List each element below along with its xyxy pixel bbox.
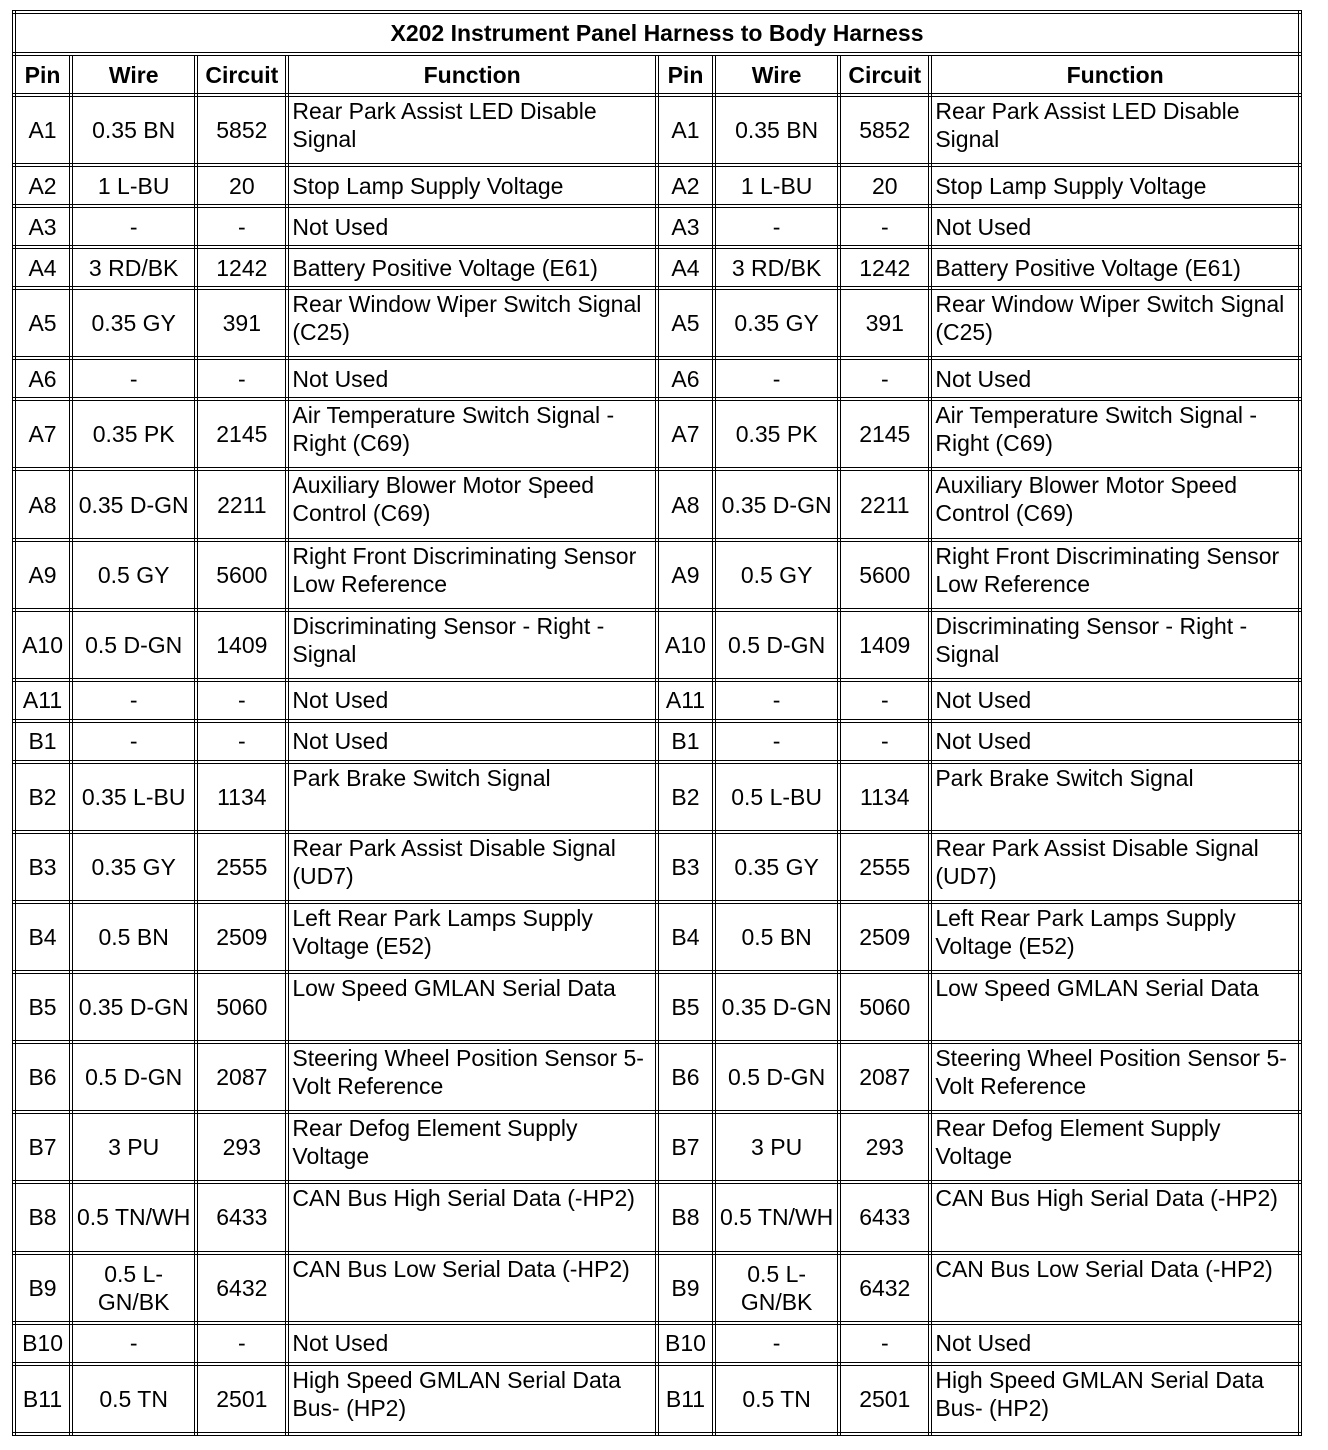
table-row [14,1323,1300,1364]
table-row [14,95,1300,165]
table-row [14,1042,1300,1112]
right-circuit-cell: 5600 [839,540,930,610]
table-body [14,95,1300,1434]
left-pin-cell: B9 [14,1253,71,1323]
left-function-cell: Discriminating Sensor - Right - Signal [287,610,657,680]
left-function-cell: Steering Wheel Position Sensor 5-Volt Reference [287,1042,657,1112]
left-circuit-cell: 1134 [196,762,287,832]
left-wire-cell: 3 PU [71,1112,196,1182]
left-wire-cell: 0.35 PK [71,399,196,469]
left-function-cell: CAN Bus High Serial Data (-HP2) [287,1182,657,1252]
right-circuit-cell: 5852 [839,95,930,165]
left-wire-cell: 1 L-BU [71,165,196,206]
right-wire-cell: 0.5 L-BU [714,762,839,832]
left-pin-cell: B10 [14,1323,71,1364]
left-pin-cell: B1 [14,721,71,762]
header-pin: Pin [657,54,714,95]
right-wire-cell: 0.5 D-GN [714,1042,839,1112]
left-circuit-cell: 2501 [196,1364,287,1434]
left-function-cell: Not Used [287,206,657,247]
left-circuit-cell: 5060 [196,972,287,1042]
left-pin-cell: B11 [14,1364,71,1434]
right-pin-cell: B7 [657,1112,714,1182]
left-pin-cell: B5 [14,972,71,1042]
right-circuit-cell: 2211 [839,469,930,539]
right-function-cell: Rear Window Wiper Switch Signal (C25) [930,288,1300,358]
table-row [14,1182,1300,1252]
right-pin-cell: A7 [657,399,714,469]
left-function-cell: Rear Park Assist LED Disable Signal [287,95,657,165]
table-row [14,399,1300,469]
right-wire-cell: - [714,1323,839,1364]
right-wire-cell: 1 L-BU [714,165,839,206]
right-function-cell: Air Temperature Switch Signal - Right (C69) [930,399,1300,469]
left-function-cell: Park Brake Switch Signal [287,762,657,832]
right-circuit-cell: 2087 [839,1042,930,1112]
right-pin-cell: B8 [657,1182,714,1252]
left-circuit-cell: 5852 [196,95,287,165]
right-circuit-cell: 1409 [839,610,930,680]
right-function-cell: Rear Park Assist Disable Signal (UD7) [930,832,1300,902]
left-circuit-cell: 391 [196,288,287,358]
right-pin-cell: B5 [657,972,714,1042]
left-wire-cell: - [71,1323,196,1364]
left-wire-cell: 0.35 D-GN [71,972,196,1042]
left-circuit-cell: 2211 [196,469,287,539]
right-function-cell: CAN Bus High Serial Data (-HP2) [930,1182,1300,1252]
left-circuit-cell: 1242 [196,247,287,288]
table-row [14,1112,1300,1182]
right-pin-cell: A6 [657,358,714,399]
left-wire-cell: 3 RD/BK [71,247,196,288]
table-row [14,206,1300,247]
right-pin-cell: B9 [657,1253,714,1323]
right-function-cell: Not Used [930,358,1300,399]
right-circuit-cell: 1242 [839,247,930,288]
right-circuit-cell: - [839,358,930,399]
left-wire-cell: 0.35 BN [71,95,196,165]
left-pin-cell: A8 [14,469,71,539]
right-circuit-cell: 6432 [839,1253,930,1323]
left-pin-cell: B2 [14,762,71,832]
left-pin-cell: A3 [14,206,71,247]
table-row [14,165,1300,206]
right-pin-cell: B1 [657,721,714,762]
right-circuit-cell: 2145 [839,399,930,469]
left-pin-cell: A1 [14,95,71,165]
table-row [14,902,1300,972]
right-pin-cell: A1 [657,95,714,165]
right-wire-cell: 0.5 L-GN/BK [714,1253,839,1323]
left-circuit-cell: 293 [196,1112,287,1182]
right-function-cell: CAN Bus Low Serial Data (-HP2) [930,1253,1300,1323]
left-circuit-cell: - [196,358,287,399]
left-function-cell: Not Used [287,680,657,721]
left-pin-cell: A7 [14,399,71,469]
left-pin-cell: B6 [14,1042,71,1112]
left-wire-cell: 0.35 D-GN [71,469,196,539]
right-function-cell: Low Speed GMLAN Serial Data [930,972,1300,1042]
left-circuit-cell: 2555 [196,832,287,902]
left-circuit-cell: - [196,721,287,762]
left-circuit-cell: 2145 [196,399,287,469]
right-wire-cell: 0.35 D-GN [714,972,839,1042]
right-pin-cell: A11 [657,680,714,721]
left-wire-cell: 0.5 TN/WH [71,1182,196,1252]
left-circuit-cell: 20 [196,165,287,206]
right-pin-cell: A5 [657,288,714,358]
left-pin-cell: B4 [14,902,71,972]
left-circuit-cell: 6433 [196,1182,287,1252]
left-circuit-cell: - [196,1323,287,1364]
right-circuit-cell: 5060 [839,972,930,1042]
left-function-cell: Not Used [287,358,657,399]
left-function-cell: Left Rear Park Lamps Supply Voltage (E52) [287,902,657,972]
table-row [14,358,1300,399]
left-wire-cell: - [71,206,196,247]
right-function-cell: Not Used [930,1323,1300,1364]
right-wire-cell: 0.35 GY [714,288,839,358]
left-function-cell: Rear Park Assist Disable Signal (UD7) [287,832,657,902]
left-function-cell: Right Front Discriminating Sensor Low Reference [287,540,657,610]
left-function-cell: Battery Positive Voltage (E61) [287,247,657,288]
right-function-cell: Steering Wheel Position Sensor 5-Volt Reference [930,1042,1300,1112]
left-wire-cell: - [71,721,196,762]
table-title: X202 Instrument Panel Harness to Body Harness [14,12,1300,54]
right-function-cell: Not Used [930,721,1300,762]
right-pin-cell: A2 [657,165,714,206]
right-function-cell: Left Rear Park Lamps Supply Voltage (E52) [930,902,1300,972]
right-wire-cell: 0.35 BN [714,95,839,165]
right-wire-cell: 0.5 TN [714,1364,839,1434]
left-function-cell: CAN Bus Low Serial Data (-HP2) [287,1253,657,1323]
right-pin-cell: B6 [657,1042,714,1112]
right-circuit-cell: 6433 [839,1182,930,1252]
right-circuit-cell: - [839,721,930,762]
left-circuit-cell: - [196,680,287,721]
right-wire-cell: 3 PU [714,1112,839,1182]
left-pin-cell: A11 [14,680,71,721]
table-row [14,972,1300,1042]
left-pin-cell: A10 [14,610,71,680]
right-pin-cell: A3 [657,206,714,247]
left-wire-cell: - [71,358,196,399]
left-function-cell: High Speed GMLAN Serial Data Bus- (HP2) [287,1364,657,1434]
left-function-cell: Rear Defog Element Supply Voltage [287,1112,657,1182]
right-wire-cell: 0.35 GY [714,832,839,902]
left-pin-cell: A5 [14,288,71,358]
right-pin-cell: A8 [657,469,714,539]
left-wire-cell: 0.5 D-GN [71,610,196,680]
table-row [14,832,1300,902]
right-function-cell: Discriminating Sensor - Right - Signal [930,610,1300,680]
header-pin: Pin [14,54,71,95]
right-wire-cell: - [714,721,839,762]
table-row [14,288,1300,358]
right-circuit-cell: 1134 [839,762,930,832]
left-wire-cell: 0.35 GY [71,832,196,902]
table-row [14,721,1300,762]
left-circuit-cell: 6432 [196,1253,287,1323]
left-function-cell: Stop Lamp Supply Voltage [287,165,657,206]
right-wire-cell: 0.35 PK [714,399,839,469]
left-pin-cell: A9 [14,540,71,610]
table-row [14,540,1300,610]
right-wire-cell: 3 RD/BK [714,247,839,288]
table-row [14,1364,1300,1434]
right-function-cell: Rear Park Assist LED Disable Signal [930,95,1300,165]
right-circuit-cell: 391 [839,288,930,358]
right-circuit-cell: - [839,206,930,247]
left-function-cell: Low Speed GMLAN Serial Data [287,972,657,1042]
left-wire-cell: 0.5 TN [71,1364,196,1434]
right-function-cell: Auxiliary Blower Motor Speed Control (C69) [930,469,1300,539]
header-circuit: Circuit [196,54,287,95]
right-function-cell: Rear Defog Element Supply Voltage [930,1112,1300,1182]
left-wire-cell: 0.35 GY [71,288,196,358]
header-function: Function [930,54,1300,95]
left-wire-cell: 0.35 L-BU [71,762,196,832]
right-function-cell: High Speed GMLAN Serial Data Bus- (HP2) [930,1364,1300,1434]
right-wire-cell: - [714,680,839,721]
left-circuit-cell: 2509 [196,902,287,972]
right-wire-cell: 0.5 BN [714,902,839,972]
right-circuit-cell: - [839,1323,930,1364]
left-wire-cell: 0.5 D-GN [71,1042,196,1112]
left-pin-cell: A4 [14,247,71,288]
right-function-cell: Stop Lamp Supply Voltage [930,165,1300,206]
left-pin-cell: B8 [14,1182,71,1252]
right-function-cell: Right Front Discriminating Sensor Low Reference [930,540,1300,610]
right-circuit-cell: 20 [839,165,930,206]
left-circuit-cell: - [196,206,287,247]
right-pin-cell: A9 [657,540,714,610]
right-function-cell: Not Used [930,680,1300,721]
right-wire-cell: 0.5 D-GN [714,610,839,680]
table-row [14,680,1300,721]
table-row [14,1253,1300,1323]
right-pin-cell: B3 [657,832,714,902]
right-wire-cell: - [714,206,839,247]
left-function-cell: Auxiliary Blower Motor Speed Control (C69) [287,469,657,539]
left-wire-cell: 0.5 BN [71,902,196,972]
left-wire-cell: - [71,680,196,721]
left-function-cell: Not Used [287,721,657,762]
right-function-cell: Battery Positive Voltage (E61) [930,247,1300,288]
right-wire-cell: - [714,358,839,399]
right-circuit-cell: 2555 [839,832,930,902]
right-wire-cell: 0.35 D-GN [714,469,839,539]
table-row [14,469,1300,539]
right-circuit-cell: - [839,680,930,721]
left-circuit-cell: 5600 [196,540,287,610]
header-wire: Wire [714,54,839,95]
right-pin-cell: A10 [657,610,714,680]
left-pin-cell: A6 [14,358,71,399]
right-circuit-cell: 2509 [839,902,930,972]
left-circuit-cell: 2087 [196,1042,287,1112]
left-function-cell: Rear Window Wiper Switch Signal (C25) [287,288,657,358]
header-wire: Wire [71,54,196,95]
header-function: Function [287,54,657,95]
left-pin-cell: B7 [14,1112,71,1182]
header-circuit: Circuit [839,54,930,95]
right-wire-cell: 0.5 TN/WH [714,1182,839,1252]
left-function-cell: Not Used [287,1323,657,1364]
left-pin-cell: B3 [14,832,71,902]
right-pin-cell: B10 [657,1323,714,1364]
table-row [14,610,1300,680]
right-pin-cell: B4 [657,902,714,972]
right-function-cell: Not Used [930,206,1300,247]
table-row [14,762,1300,832]
left-wire-cell: 0.5 L-GN/BK [71,1253,196,1323]
right-pin-cell: A4 [657,247,714,288]
left-wire-cell: 0.5 GY [71,540,196,610]
left-function-cell: Air Temperature Switch Signal - Right (C69) [287,399,657,469]
left-circuit-cell: 1409 [196,610,287,680]
right-pin-cell: B2 [657,762,714,832]
harness-pinout-table [12,10,1302,1436]
table-row [14,247,1300,288]
right-circuit-cell: 293 [839,1112,930,1182]
right-pin-cell: B11 [657,1364,714,1434]
left-pin-cell: A2 [14,165,71,206]
right-function-cell: Park Brake Switch Signal [930,762,1300,832]
right-circuit-cell: 2501 [839,1364,930,1434]
right-wire-cell: 0.5 GY [714,540,839,610]
